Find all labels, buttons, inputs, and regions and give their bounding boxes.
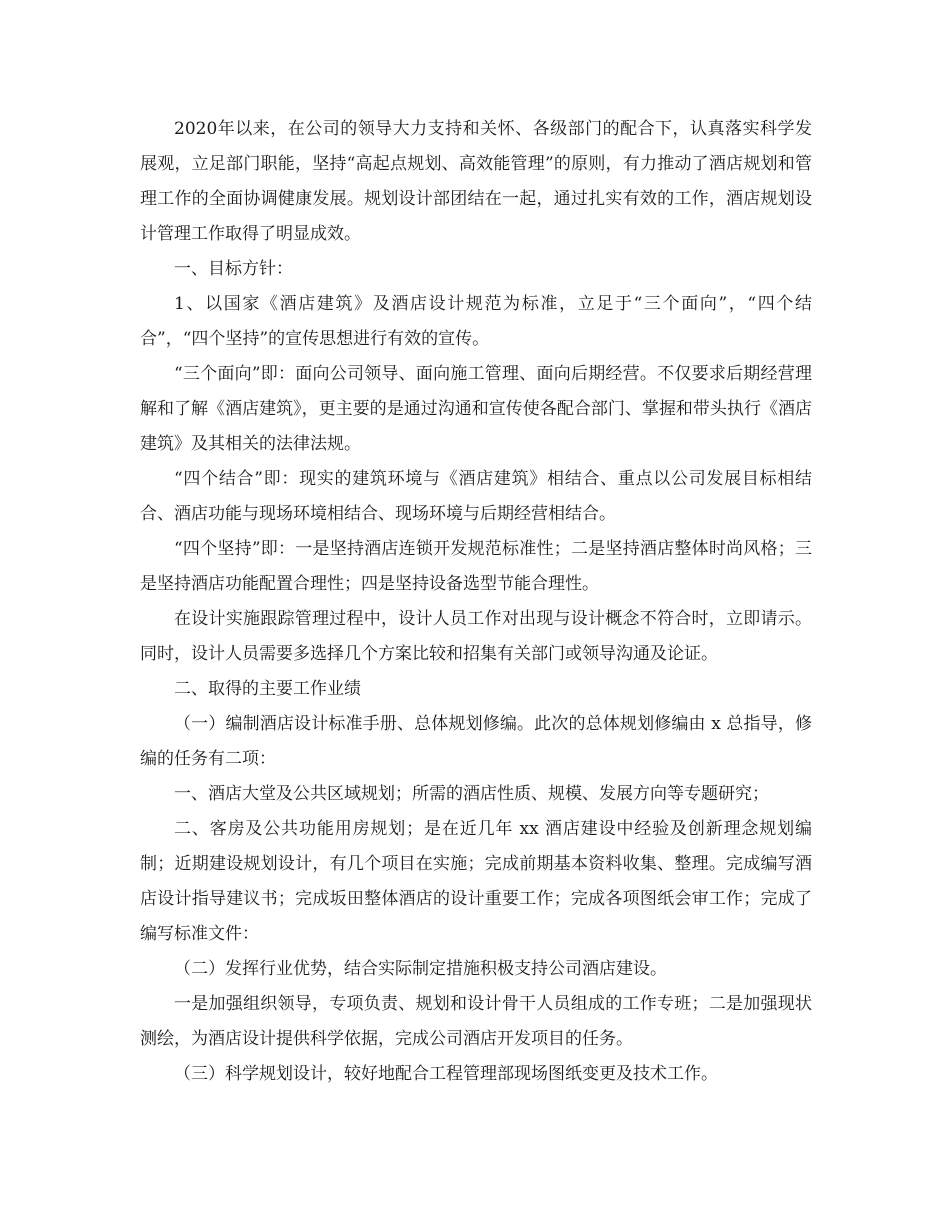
paragraph-four-persistences: “四个坚持”即：一是坚持酒店连锁开发规范标准性；二是坚持酒店整体时尚风格；三是坚持酒店功能配置合理性；四是坚持设备选型节能合理性。 [140, 539, 812, 594]
paragraph-four-combinations: “四个结合”即：现实的建筑环境与《酒店建筑》相结合、重点以公司发展目标相结合、酒店功能与现场环境相结合、现场环境与后期经营相结合。 [140, 469, 812, 524]
paragraph-achievement-1: （一）编制酒店设计标准手册、总体规划修编。此次的总体规划修编由 x 总指导，修编的任务有二项： [140, 714, 812, 769]
paragraph-task-1: 一、酒店大堂及公共区域规划；所需的酒店性质、规模、发展方向等专题研究； [174, 784, 769, 804]
heading-achievements: 二、取得的主要工作业绩 [174, 679, 361, 699]
document-body [140, 112, 812, 1092]
paragraph-achievement-2: （二）发挥行业优势，结合实际制定措施积极支持公司酒店建设。 [174, 959, 667, 979]
paragraph-achievement-3: （三）科学规划设计，较好地配合工程管理部现场图纸变更及技术工作。 [174, 1064, 718, 1084]
heading-goals: 一、目标方针： [174, 259, 293, 279]
paragraph-three-orientations: “三个面向”即：面向公司领导、面向施工管理、面向后期经营。不仅要求后期经营理解和了解《酒店建筑》，更主要的是通过沟通和宣传使各配合部门、掌握和带头执行《酒店建筑》及其相关的法律法规。 [140, 364, 812, 454]
paragraph-measures: 一是加强组织领导，专项负责、规划和设计骨干人员组成的工作专班；二是加强现状测绘，为酒店设计提供科学依据，完成公司酒店开发项目的任务。 [140, 994, 812, 1049]
paragraph-task-2: 二、客房及公共功能用房规划；是在近几年 xx 酒店建设中经验及创新理念规划编制；近期建设规划设计，有几个项目在实施；完成前期基本资料收集、整理。完成编写酒店设计指导建议书；完成坂田整体酒店的设计重要工作；完成各项图纸会审工作；完成了编写标准文件： [140, 819, 812, 944]
paragraph-goal-1: 1、以国家《酒店建筑》及酒店设计规范为标准，立足于“三个面向”，“四个结合”，“四个坚持”的宣传思想进行有效的宣传。 [140, 294, 812, 349]
paragraph-design-tracking: 在设计实施跟踪管理过程中，设计人员工作对出现与设计概念不符合时，立即请示。同时，设计人员需要多选择几个方案比较和招集有关部门或领导沟通及论证。 [140, 609, 812, 664]
paragraph-intro: 2020年以来，在公司的领导大力支持和关怀、各级部门的配合下，认真落实科学发展观，立足部门职能，坚持“高起点规划、高效能管理”的原则，有力推动了酒店规划和管理工作的全面协调健康发展。规划设计部团结在一起，通过扎实有效的工作，酒店规划设计管理工作取得了明显成效。 [140, 119, 812, 244]
